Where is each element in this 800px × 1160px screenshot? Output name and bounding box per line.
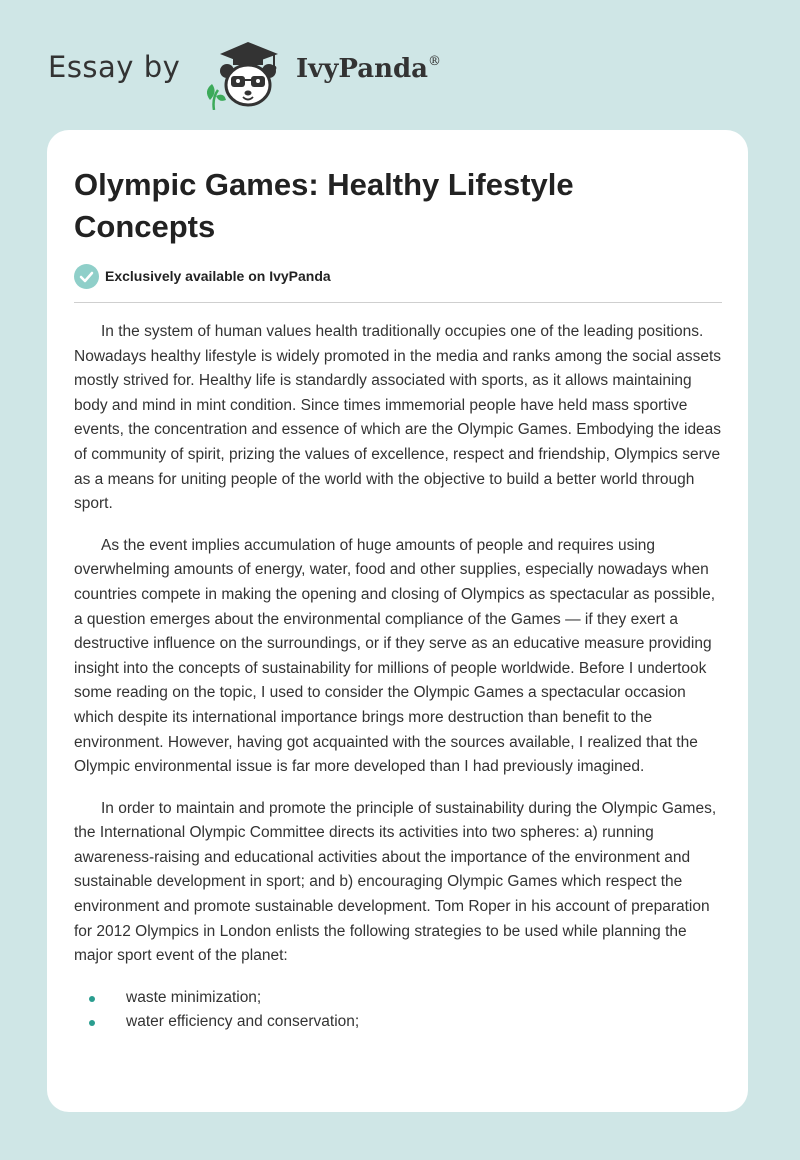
paragraph-1: In the system of human values health traditionally occupies one of the leading positions. Nowadays healthy lifestyle is widely promoted in the media and ranks among the social assets mostly strived for. Healthy life is standardly associated with sports, as it allows maintaining body and mind in mint condition. Since times immemorial people have held mass sportive events, the concentration and essence of which are the Olympic Games. Embodying the ideas of community of spirit, prizing the values of excellence, respect and friendship, Olympics serve as a means for uniting people of the world with the objective to build a better world through sport. — [74, 323, 722, 513]
brand-name[interactable] — [296, 54, 441, 84]
site-header — [48, 30, 748, 110]
essay-card — [47, 130, 748, 1112]
list-item-text: water efficiency and conservation; — [126, 1012, 360, 1030]
paragraph-2: As the event implies accumulation of huge amounts of people and requires using overwhelming amounts of energy, water, food and other supplies, especially nowadays when countries compete in making the opening and closing of Olympics as spectacular as possible, a question emerges about the environmental compliance of the Games — if they exert a destructive influence on the surroundings, or if they serve as an educative measure providing insight into the concepts of sustainability for millions of people worldwide. Before I undertook some reading on the topic, I used to consider the Olympic Games a spectacular occasion which despite its international importance brings more destruction than benefit to the environment. However, having got acquainted with the sources available, I realized that the Olympic environmental issue is far more developed than I had previously imagined. — [74, 536, 716, 776]
panda-logo-icon[interactable] — [200, 36, 290, 110]
list-item-text: waste minimization; — [126, 988, 262, 1006]
bullet-dot-icon — [89, 996, 95, 1002]
essay-body — [74, 320, 726, 1034]
registered-mark: ® — [428, 54, 442, 70]
brand-name-text: IvyPanda — [296, 54, 429, 84]
list-item — [74, 1010, 726, 1034]
strategy-list — [74, 986, 726, 1034]
paragraph-3: In order to maintain and promote the principle of sustainability during the Olympic Games, the International Olympic Committee directs its activities into two spheres: a) running awareness-raising and educational activities about the importance of the environment and sustainable development in sport; and b) encouraging Olympic Games which respect the environment and promote sustainable development. Tom Roper in his account of preparation for 2012 Olympics in London enlists the following strategies to be used while planning the major sport event of the planet: — [74, 799, 717, 965]
exclusive-badge-text: Exclusively available on IvyPanda — [105, 268, 331, 284]
list-item — [74, 986, 726, 1010]
title-divider — [74, 302, 722, 303]
exclusive-badge — [74, 263, 331, 289]
check-icon — [74, 264, 99, 289]
essay-title: Olympic Games: Healthy Lifestyle Concepts — [74, 167, 574, 244]
bullet-dot-icon — [89, 1020, 95, 1026]
essay-by-label: Essay by — [48, 50, 181, 84]
